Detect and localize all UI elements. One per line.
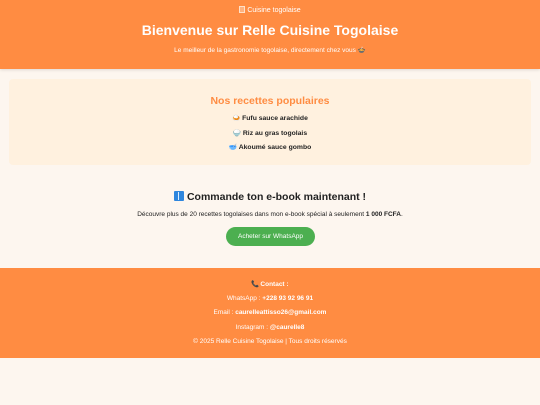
recipe-label: Fufu sauce arachide [242, 115, 308, 122]
popular-recipes-section [9, 79, 531, 165]
email-label: Email : [213, 309, 236, 316]
recipe-label: Akoumé sauce gombo [238, 144, 312, 151]
recipes-heading: Nos recettes populaires [210, 95, 330, 107]
ebook-heading-text: Commande ton e-book maintenant ! [186, 191, 367, 203]
whatsapp-number[interactable]: +228 93 92 96 91 [262, 295, 314, 302]
ebook-heading [0, 191, 540, 203]
logo-image [0, 6, 540, 14]
site-title: Bienvenue sur Relle Cuisine Togolaise [141, 22, 399, 38]
ebook-section [0, 178, 540, 258]
contact-heading-text: Contact : [260, 281, 289, 288]
whatsapp-contact [0, 295, 540, 302]
email-address[interactable]: caurelleattisso26@gmail.com [235, 309, 327, 316]
rice-bowl-icon: 🍚 [232, 130, 242, 137]
instagram-handle[interactable]: @caurelle8 [269, 324, 305, 331]
curry-bowl-icon: 🍛 [232, 115, 241, 122]
book-icon [174, 191, 184, 201]
tagline: Le meilleur de la gastronomie togolaise, directement chez vous 🍲 [174, 47, 366, 54]
recipe-item [9, 114, 531, 122]
contact-heading [0, 280, 540, 288]
copyright: © 2025 Relle Cuisine Togolaise | Tous droits réservés [193, 338, 347, 345]
buy-on-whatsapp-button[interactable]: Acheter sur WhatsApp [226, 227, 315, 246]
email-contact [0, 309, 540, 316]
phone-icon: 📞 [251, 281, 260, 288]
soup-bowl-icon: 🥣 [228, 144, 238, 151]
instagram-contact [0, 324, 540, 331]
broken-image-icon [239, 6, 245, 13]
ebook-price: 1 000 FCFA [365, 211, 401, 218]
ebook-description-text: Découvre plus de 20 recettes togolaises dans mon e-book spécial à seulement [137, 211, 366, 218]
ebook-description-end: . [400, 211, 403, 218]
recipe-label: Riz au gras togolais [242, 130, 308, 137]
ebook-description [0, 211, 540, 218]
site-header [0, 0, 540, 69]
site-footer [0, 268, 540, 358]
recipe-item [9, 129, 531, 137]
recipe-item [9, 143, 531, 151]
logo-alt-text: Cuisine togolaise [247, 7, 301, 14]
instagram-label: Instagram : [235, 324, 270, 331]
whatsapp-label: WhatsApp : [226, 295, 263, 302]
